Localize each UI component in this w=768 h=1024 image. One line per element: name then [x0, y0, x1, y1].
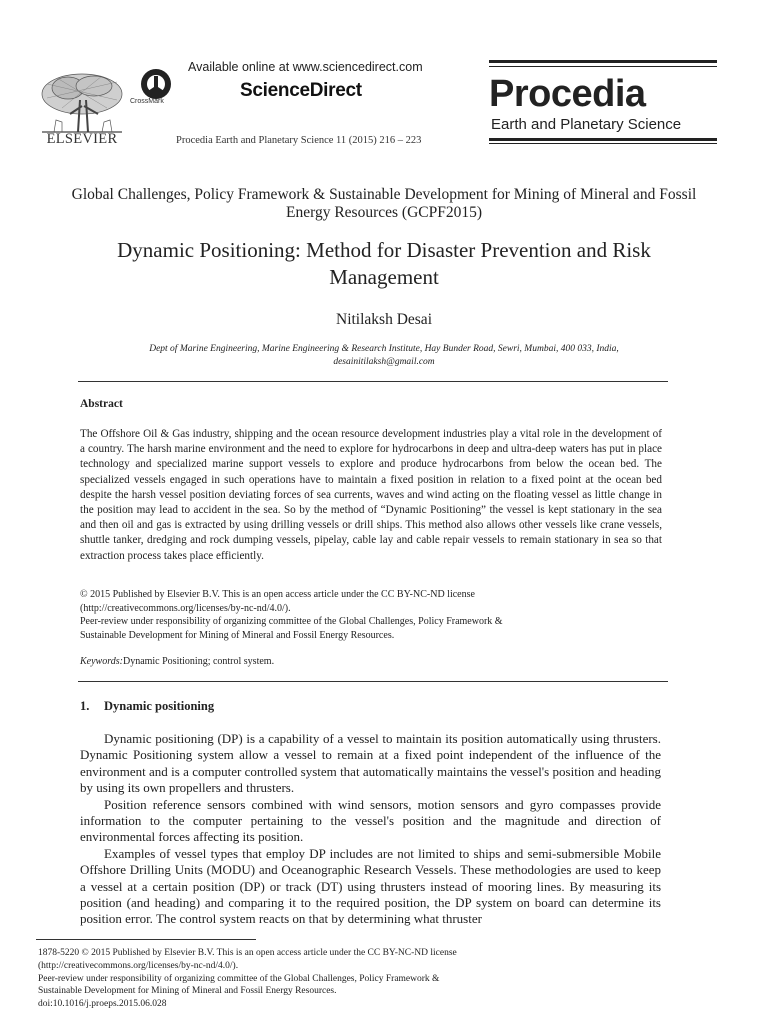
- abstract-text: The Offshore Oil & Gas industry, shipping and the ocean resource development industries play a vital role in the development of a country. The harsh marine environment and the need to explore for hydrocarbons in deep and ultra-deep waters has put in place technology and specialized marine support vessels to explore and produce hydrocarbons from below the ocean bed. The specialized vessels engaged in such operations have to maintain a fixed position in relation to a fixed point at the ocean bed despite the harsh vessel position deviating forces of sea currents, waves and wind acting on the floating vessel as little change in the position may lead to accident in the sea. So by the method of “Dynamic Positioning” the vessel is kept stationary in the sea and then oil and gas is extracted by using drilling vessels or drill ships. This method also allows other vessels like crane vessels, shuttle tanker, dredging and rock dumping vessels, pipelay, cable lay and cable repair vessels to remain stationary in sea so that extraction process takes place efficiently.: [80, 428, 662, 562]
- section-heading: [80, 699, 214, 714]
- publisher-name: ELSEVIER: [46, 131, 118, 147]
- peer-review-line: Sustainable Development for Mining of Mineral and Fossil Energy Resources.: [80, 629, 395, 641]
- divider: [489, 66, 717, 67]
- keywords: [80, 656, 274, 667]
- peer-review-line: Peer-review under responsibility of organizing committee of the Global Challenges, Policy Framework &: [80, 616, 503, 627]
- divider: [489, 60, 717, 63]
- footer-copyright: 1878-5220 © 2015 Published by Elsevier B.V. This is an open access article under the CC BY-NC-ND license: [38, 948, 457, 958]
- divider: [489, 138, 717, 141]
- footer: [38, 947, 598, 1011]
- paragraph: Position reference sensors combined with wind sensors, motion sensors and gyro compasses provide information to the computer pertaining to the vessel's position and the magnitude and direction of environmental forces affecting its position.: [80, 796, 661, 845]
- doi[interactable]: doi:10.1016/j.proeps.2015.06.028: [38, 999, 167, 1010]
- conference-name: Global Challenges, Policy Framework & Sustainable Development for Mining of Mineral and Fossil Energy Resources (GCPF2015): [71, 186, 697, 221]
- keywords-label: Keywords:: [80, 656, 123, 667]
- footnote-divider: [36, 939, 256, 940]
- abstract-heading: Abstract: [80, 398, 123, 410]
- sciencedirect-logo[interactable]: ScienceDirect: [240, 80, 362, 101]
- paragraph: Examples of vessel types that employ DP includes are not limited to ships and semi-submersible Mobile Offshore Drilling Units (MODU) and Oceanographic Research Vessels. These methodologies are used to keep a vessel at a certain position (DP) or track (DT) using thrusters instead of mooring lines. By measuring its position (and heading) and comparing it to the required position, the DP system on board can determine its position error. The control system reacts on that by determining what thruster: [80, 845, 661, 927]
- procedia-logo: Procedia: [489, 73, 646, 115]
- copyright-notice: [80, 588, 640, 642]
- journal-reference: Procedia Earth and Planetary Science 11 (2015) 216 – 223: [176, 135, 422, 146]
- section-body: [80, 731, 661, 928]
- available-online-text[interactable]: Available online at www.sciencedirect.com: [188, 60, 423, 74]
- paragraph: Dynamic positioning (DP) is a capability of a vessel to maintain its position automatically using thrusters. Dynamic Positioning system allow a vessel to remain at a fixed point independent of the influence of the environment and is a computer controlled system that automatically maintains the vessel's position and heading by using its own propellers and thrusters.: [80, 731, 661, 796]
- article-title: Dynamic Positioning: Method for Disaster Prevention and Risk Management: [117, 238, 651, 289]
- copyright-line: © 2015 Published by Elsevier B.V. This is an open access article under the CC BY-NC-ND license: [80, 589, 475, 600]
- affiliation-address: Dept of Marine Engineering, Marine Engineering & Research Institute, Hay Bunder Road, Sewri, Mumbai, 400 033, India,: [149, 344, 619, 354]
- license-link[interactable]: (http://creativecommons.org/licenses/by-nc-nd/4.0/).: [80, 602, 291, 614]
- section-number: 1.: [80, 699, 90, 713]
- footer-license-link[interactable]: (http://creativecommons.org/licenses/by-nc-nd/4.0/).: [38, 960, 239, 971]
- section-title: Dynamic positioning: [104, 699, 215, 713]
- author-affiliation: [60, 343, 708, 369]
- journal-name: Earth and Planetary Science: [491, 116, 682, 133]
- author-name: Nitilaksh Desai: [336, 311, 432, 328]
- crossmark-label: CrossMark: [130, 98, 164, 105]
- divider: [78, 681, 668, 682]
- keywords-list: Dynamic Positioning; control system.: [122, 656, 275, 667]
- footer-peer-review: Peer-review under responsibility of organizing committee of the Global Challenges, Policy Framework &: [38, 973, 440, 984]
- footer-peer-review: Sustainable Development for Mining of Mineral and Fossil Energy Resources.: [38, 986, 337, 997]
- divider: [489, 143, 717, 144]
- divider: [78, 381, 668, 382]
- author-email[interactable]: desainitilaksh@gmail.com: [333, 357, 435, 367]
